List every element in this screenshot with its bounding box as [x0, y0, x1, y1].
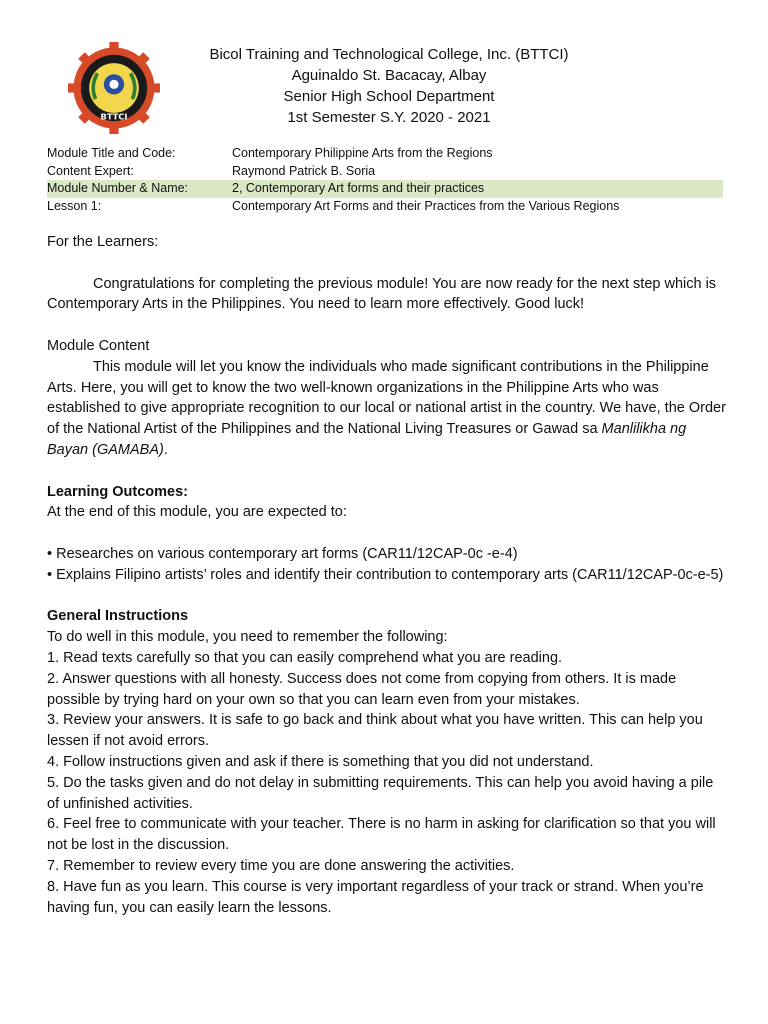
instruction-item: 1. Read texts carefully so that you can easily comprehend what you are reading.	[47, 649, 563, 666]
meta-value: Contemporary Art Forms and their Practices from the Various Regions	[232, 198, 620, 213]
document-header	[0, 44, 768, 128]
meta-key: Lesson 1:	[47, 198, 102, 213]
instruction-item: 6. Feel free to communicate with your teacher. There is no harm in asking for clarification so that you will not be lost in the discussion.	[47, 816, 716, 854]
module-info-table	[47, 145, 723, 215]
instruction-item: 8. Have fun as you learn. This course is very important regardless of your track or strand. When you’re having fun, you can easily learn the lessons.	[47, 878, 704, 916]
module-content-paragraph	[47, 357, 727, 461]
outcomes-heading: Learning Outcomes:	[47, 483, 188, 500]
meta-row-module-number	[47, 180, 723, 198]
instructions-heading: General Instructions	[47, 608, 189, 625]
meta-row-title	[47, 145, 723, 163]
instruction-item: 3. Review your answers. It is safe to go back and think about what you have written. This can help you lessen if not avoid errors.	[47, 712, 703, 750]
semester: 1st Semester S.Y. 2020 - 2021	[287, 109, 491, 126]
instruction-item: 7. Remember to review every time you are done answering the activities.	[47, 857, 515, 874]
learners-heading: For the Learners:	[47, 234, 159, 250]
logo-text: BTTCI	[100, 111, 128, 122]
school-name: Bicol Training and Technological College, Inc. (BTTCI)	[209, 46, 569, 63]
outcome-item: • Explains Filipino artists’ roles and identify their contribution to contemporary arts (CAR11/12CAP-0c-e-5)	[47, 566, 724, 583]
outcomes-intro: At the end of this module, you are expected to:	[47, 504, 347, 521]
learners-paragraph: Congratulations for completing the previous module! You are now ready for the next step which is Contemporary Arts in the Philippines. You need to learn more effectively. Good luck!	[47, 275, 717, 313]
department: Senior High School Department	[283, 88, 495, 105]
meta-value: Raymond Patrick B. Soria	[232, 163, 376, 178]
module-content-end: .	[163, 441, 168, 458]
module-content-text: This module will let you know the individuals who made significant contributions in the Philippine Arts. Here, you will get to know the two well-known organizations in the Philippine Arts who was established to give appropriate recognition to our local or national artist in the country. We have, the Order of the National Artist of the Philippines and the National Living Treasures or Gawad sa	[47, 358, 726, 438]
module-content-heading: Module Content	[47, 337, 150, 354]
meta-value: 2, Contemporary Art forms and their practices	[232, 181, 485, 195]
meta-row-expert	[47, 163, 723, 181]
module-content-italic: Manlilikha ng Bayan (GAMABA)	[47, 421, 687, 458]
meta-key: Module Number & Name:	[47, 181, 189, 195]
instructions-intro: To do well in this module, you need to remember the following:	[47, 629, 448, 646]
meta-row-lesson	[47, 198, 723, 216]
document-body	[47, 232, 727, 918]
outcome-item: • Researches on various contemporary art forms (CAR11/12CAP-0c -e-4)	[47, 545, 518, 562]
instruction-item: 4. Follow instructions given and ask if there is something that you did not understand.	[47, 753, 594, 770]
meta-key: Content Expert:	[47, 163, 134, 178]
instruction-item: 5. Do the tasks given and do not delay in submitting requirements. This can help you avoid having a pile of unfinished activities.	[47, 774, 714, 812]
meta-value: Contemporary Philippine Arts from the Regions	[232, 146, 493, 160]
instruction-item: 2. Answer questions with all honesty. Success does not come from copying from others. It is made possible by trying hard on your own so that you can learn even from your mistakes.	[47, 670, 677, 708]
meta-key: Module Title and Code:	[47, 146, 176, 160]
school-address: Aguinaldo St. Bacacay, Albay	[291, 67, 487, 84]
